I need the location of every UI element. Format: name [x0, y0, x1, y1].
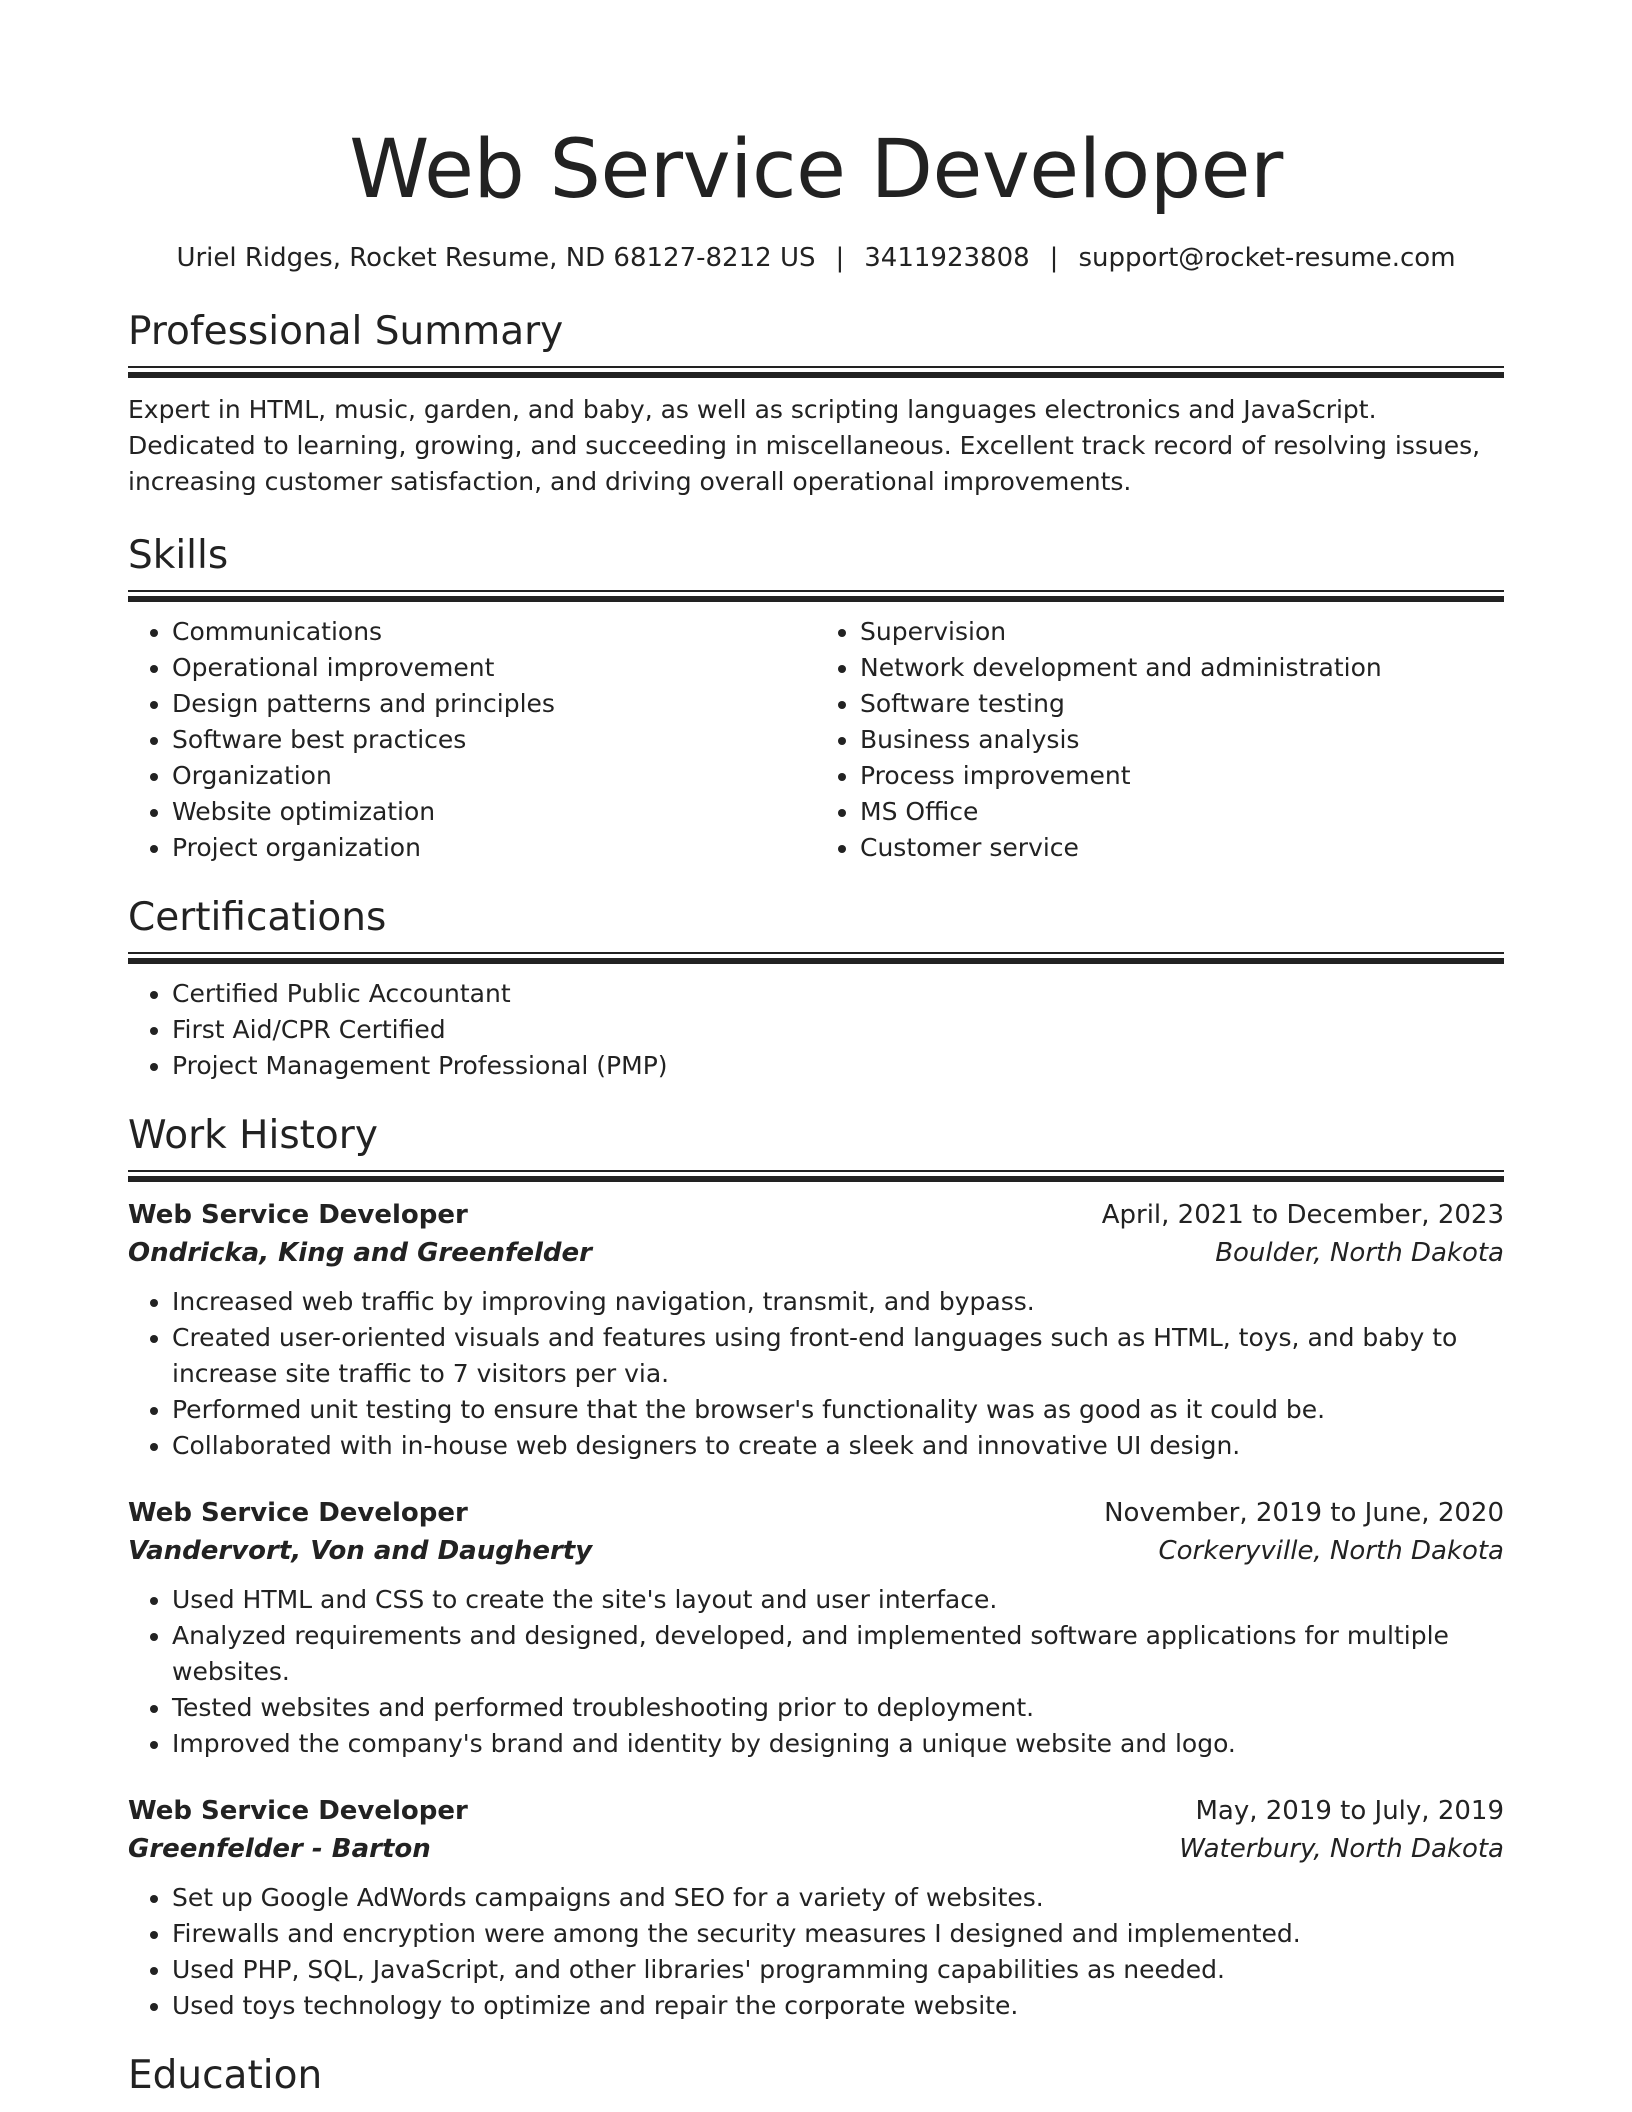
job-company: Ondricka, King and Greenfelder: [128, 1238, 592, 1268]
summary-text: Expert in HTML, music, garden, and baby, as well as scripting languages electronics and JavaScript. Dedicated to learning, growing, and succeeding in miscellaneous. Excellent track record of resolving issues, increasing customer satisfaction, and driving overall operational improvements.: [128, 395, 1481, 496]
job-company-row: [128, 1532, 1504, 1570]
skill-item: • Network development and administration: [860, 650, 1504, 686]
skill-item: • Operational improvement: [172, 650, 816, 686]
skill-item: • Supervision: [860, 614, 1504, 650]
skills-columns: [128, 614, 1504, 866]
job-location: Corkeryville, North Dakota: [1158, 1536, 1504, 1566]
job-bullet: • Performed unit testing to ensure that the browser's functionality was as good as it could be.: [172, 1392, 1504, 1428]
skill-item: • Software testing: [860, 686, 1504, 722]
section-heading-summary: Professional Summary: [128, 309, 564, 354]
section-divider: [128, 366, 1504, 378]
skill-item: • Website optimization: [172, 794, 816, 830]
job-bullets: [128, 1582, 1504, 1762]
section-divider: [128, 1170, 1504, 1182]
job-bullets: [128, 1880, 1504, 2024]
section-heading-work-history: Work History: [128, 1113, 378, 1158]
job-bullet: • Created user-oriented visuals and features using front-end languages such as HTML, toys, and baby to increase site traffic to 7 visitors per via.: [172, 1320, 1504, 1392]
job-entry: [128, 1792, 1504, 2024]
job-company-row: [128, 1234, 1504, 1272]
job-location: Boulder, North Dakota: [1215, 1238, 1504, 1268]
job-dates: April, 2021 to December, 2023: [1101, 1200, 1504, 1230]
contact-separator: |: [835, 243, 845, 273]
job-header-row: [128, 1792, 1504, 1830]
job-bullets: [128, 1284, 1504, 1464]
skill-item: • Process improvement: [860, 758, 1504, 794]
skill-item: • Customer service: [860, 830, 1504, 866]
skill-item: • Design patterns and principles: [172, 686, 816, 722]
job-bullet: • Increased web traffic by improving navigation, transmit, and bypass.: [172, 1284, 1504, 1320]
section-heading-skills: Skills: [128, 533, 229, 578]
job-bullet: • Set up Google AdWords campaigns and SEO for a variety of websites.: [172, 1880, 1504, 1916]
section-heading-education: Education: [128, 2053, 323, 2098]
summary-section: [128, 306, 1504, 500]
job-header-row: [128, 1196, 1504, 1234]
job-bullet: • Used toys technology to optimize and repair the corporate website.: [172, 1988, 1504, 2024]
skills-list-right: [816, 614, 1504, 866]
job-location: Waterbury, North Dakota: [1179, 1834, 1504, 1864]
section-divider: [128, 952, 1504, 964]
job-bullet: • Used PHP, SQL, JavaScript, and other libraries' programming capabilities as needed.: [172, 1952, 1504, 1988]
skill-item: • Communications: [172, 614, 816, 650]
job-dates: November, 2019 to June, 2020: [1104, 1498, 1504, 1528]
skill-item: • MS Office: [860, 794, 1504, 830]
skill-item: • Business analysis: [860, 722, 1504, 758]
skill-item: • Project organization: [172, 830, 816, 866]
job-title: Web Service Developer: [128, 1498, 468, 1528]
skill-item: • Software best practices: [172, 722, 816, 758]
job-entry: [128, 1494, 1504, 1762]
certifications-list: [128, 976, 1504, 1084]
job-bullet: • Analyzed requirements and designed, developed, and implemented software applications for multiple websites.: [172, 1618, 1504, 1690]
job-bullet: • Tested websites and performed troubleshooting prior to deployment.: [172, 1690, 1504, 1726]
job-bullet: • Firewalls and encryption were among the security measures I designed and implemented.: [172, 1916, 1504, 1952]
contact-email: support@rocket-resume.com: [1078, 243, 1456, 273]
job-title: Web Service Developer: [128, 1796, 468, 1826]
certification-item: • Certified Public Accountant: [172, 976, 1504, 1012]
contact-separator: |: [1049, 243, 1059, 273]
education-section: [128, 2050, 1504, 2102]
contact-line: [128, 240, 1504, 276]
job-bullet: • Collaborated with in-house web designers to create a sleek and innovative UI design.: [172, 1428, 1504, 1464]
skill-item: • Organization: [172, 758, 816, 794]
job-title: Web Service Developer: [128, 1200, 468, 1230]
skills-list-left: [128, 614, 816, 866]
job-company: Vandervort, Von and Daugherty: [128, 1536, 593, 1566]
skills-section: [128, 530, 1504, 866]
job-header-row: [128, 1494, 1504, 1532]
contact-address: Uriel Ridges, Rocket Resume, ND 68127-8212 US: [176, 243, 816, 273]
contact-phone: 3411923808: [864, 243, 1030, 273]
job-bullet: • Improved the company's brand and identity by designing a unique website and logo.: [172, 1726, 1504, 1762]
work-history-section: [128, 1110, 1504, 2024]
resume-title: Web Service Developer: [349, 123, 1283, 217]
job-company: Greenfelder - Barton: [128, 1834, 431, 1864]
section-heading-certifications: Certifications: [128, 895, 387, 940]
job-entry: [128, 1196, 1504, 1464]
certification-item: • Project Management Professional (PMP): [172, 1048, 1504, 1084]
section-divider: [128, 590, 1504, 602]
job-company-row: [128, 1830, 1504, 1868]
certifications-section: [128, 892, 1504, 1084]
job-bullet: • Used HTML and CSS to create the site's layout and user interface.: [172, 1582, 1504, 1618]
certification-item: • First Aid/CPR Certified: [172, 1012, 1504, 1048]
job-dates: May, 2019 to July, 2019: [1195, 1796, 1504, 1826]
